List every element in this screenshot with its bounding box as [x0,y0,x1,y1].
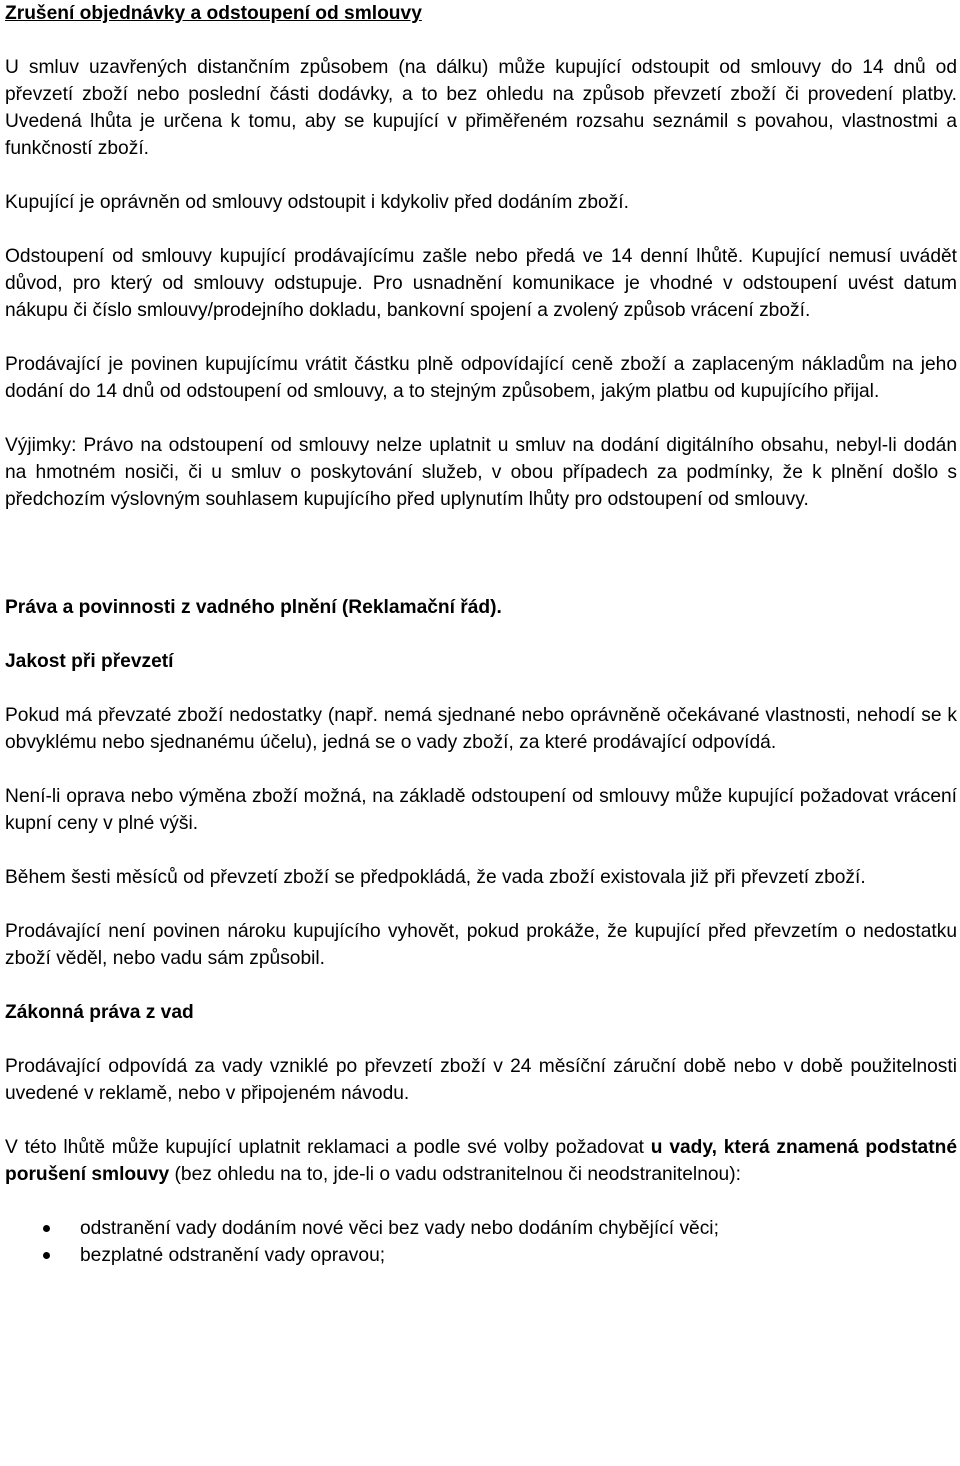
text-run: V této lhůtě může kupující uplatnit reklamaci a podle své volby požadovat [5,1137,651,1158]
paragraph: Není-li oprava nebo výměna zboží možná, na základě odstoupení od smlouvy může kupující požadovat vrácení kupní ceny v plné výši. [5,786,957,834]
list-item-text: odstranění vady dodáním nové věci bez vady nebo dodáním chybějící věci; [80,1218,719,1239]
paragraph: Kupující je oprávněn od smlouvy odstoupit i kdykoliv před dodáním zboží. [5,192,629,213]
bold-text-run: u vady, která znamená podstatné porušení smlouvy [5,1137,957,1185]
paragraph: Během šesti měsíců od převzetí zboží se předpokládá, že vada zboží existovala již při převzetí zboží. [5,867,866,888]
paragraph: Prodávající odpovídá za vady vzniklé po převzetí zboží v 24 měsíční záruční době nebo v době použitelnosti uvedené v reklamě, nebo v připojeném návodu. [5,1056,957,1104]
paragraph-mixed [5,1134,957,1188]
bullet-list [5,1215,957,1269]
list-item [5,1215,957,1242]
list-item-text: bezplatné odstranění vady opravou; [80,1245,386,1266]
subsection-title-legal-rights: Zákonná práva z vad [5,1002,194,1023]
paragraph: Prodávající je povinen kupujícímu vrátit částku plně odpovídající ceně zboží a zaplaceným nákladům na jeho dodání do 14 dnů od odstoupení od smlouvy, a to stejným způsobem, jakým platbu od kupujícího přijal. [5,354,957,402]
paragraph: Výjimky: Právo na odstoupení od smlouvy nelze uplatnit u smluv na dodání digitálního obsahu, nebyl-li dodán na hmotném nosiči, či u smluv o poskytování služeb, v obou případech za podmínky, že k plnění došlo s předchozím výslovným souhlasem kupujícího před uplynutím lhůty pro odstoupení od smlouvy. [5,435,957,510]
document-page [5,0,957,1269]
bullet-icon [43,1252,50,1259]
paragraph: U smluv uzavřených distančním způsobem (na dálku) může kupující odstoupit od smlouvy do 14 dnů od převzetí zboží nebo poslední části dodávky, a to bez ohledu na způsob převzetí zboží či provedení platby. Uvedená lhůta je určena k tomu, aby se kupující v přiměřeném rozsahu seznámil s povahou, vlastnostmi a funkčností zboží. [5,57,957,159]
text-run: (bez ohledu na to, jde-li o vadu odstranitelnou či neodstranitelnou): [169,1164,741,1185]
paragraph: Pokud má převzaté zboží nedostatky (např. nemá sjednané nebo oprávněně očekávané vlastnosti, nehodí se k obvyklému nebo sjednanému účelu), jedná se o vady zboží, za které prodávající odpovídá. [5,705,957,753]
section-title-defects: Práva a povinnosti z vadného plnění (Reklamační řád). [5,597,502,618]
paragraph: Odstoupení od smlouvy kupující prodávajícímu zašle nebo předá ve 14 denní lhůtě. Kupující nemusí uvádět důvod, pro který od smlouvy odstupuje. Pro usnadnění komunikace je vhodné v odstoupení uvést datum nákupu či číslo smlouvy/prodejního dokladu, bankovní spojení a zvolený způsob vrácení zboží. [5,246,957,321]
section-title-withdrawal: Zrušení objednávky a odstoupení od smlouvy [5,3,422,24]
bullet-icon [43,1225,50,1232]
subsection-title-quality: Jakost při převzetí [5,651,174,672]
paragraph: Prodávající není povinen nároku kupujícího vyhovět, pokud prokáže, že kupující před převzetím o nedostatku zboží věděl, nebo vadu sám způsobil. [5,921,957,969]
list-item [5,1242,957,1269]
